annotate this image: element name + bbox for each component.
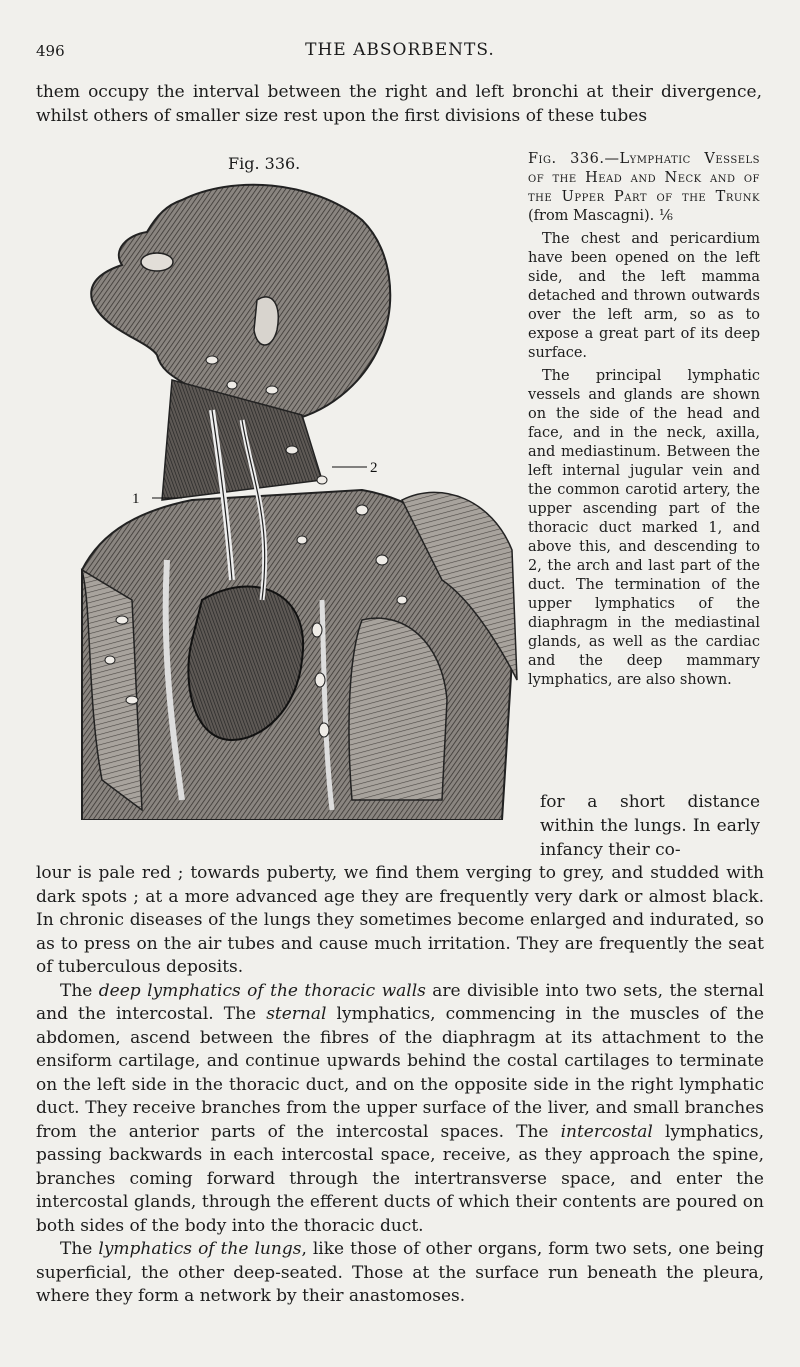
figure-marker-2: 2	[370, 460, 378, 476]
body-paragraph-2	[36, 980, 764, 1239]
body-paragraph-1: lour is pale red ; towards puberty, we find them verging to grey, and studded with dark spots ; at a more advanced age they are frequently very dark or almost black. In chronic diseases of the lungs they sometimes become enlarged and indurated, so as to press on the air tubes and cause much irritation. They are frequently the seat of tuberculous deposits.	[36, 863, 764, 977]
figure-label: Fig. 336.	[228, 154, 301, 173]
text-run: , like those of other organs, form two sets, one being superficial, the other deep-seated. Those at the surface run beneath the pleura, where they form a network by their anastomoses.	[36, 1239, 764, 1306]
italic-run: sternal	[266, 1004, 327, 1024]
caption-paragraph-2: The principal lymphatic vessels and glands are shown on the side of the head and face, and in the neck, axilla, and mediastinum. Between the left internal jugular vein and the common carotid artery, the upper ascending part of the thoracic duct marked 1, and above this, and descending to 2, the arch and last part of the duct. The termination of the upper lymphatics of the diaphragm in the mediastinal glands, as well as the cardiac and the deep mammary lymphatics, are also shown.	[528, 368, 760, 688]
text-run: The	[60, 1239, 99, 1259]
text-run: lymphatics, passing backwards in each intercostal space, receive, as they approach the spine, branches coming forward through the intertransverse space, and enter the intercostal glands, through the efferent ducts of which their contents are poured on both sides of the body into the thoracic duct.	[36, 1121, 765, 1236]
running-title: THE ABSORBENTS.	[305, 40, 495, 60]
figure-marker-1: 1	[132, 491, 140, 507]
figure-caption	[528, 150, 760, 690]
caption-scale: ⅙	[658, 208, 673, 224]
lymphatic-engraving	[62, 180, 522, 820]
italic-run: deep lymphatics of the thoracic walls	[98, 980, 426, 1001]
text-run: lymphatics, commencing in the muscles of the abdomen, ascend between the fibres of the diaphragm at its attachment to the ensiform cartilage, and continue upwards behind the costal cartilages to terminate on the left side in the thoracic duct, and on the opposite side in the right lymphatic duct. They receive branches from the upper surface of the liver, and small branches from the anterior parts of the intercostal spaces. The	[36, 1004, 765, 1142]
body-text	[36, 862, 764, 1309]
text-run: The	[60, 980, 99, 1001]
italic-run: lymphatics of the lungs	[98, 1239, 302, 1259]
caption-source: (from Mascagni).	[528, 208, 655, 224]
side-text: for a short distance within the lungs. In early infancy their co-	[540, 792, 760, 860]
text-run: are divisible into two sets, the sternal and the intercostal. The	[36, 980, 764, 1024]
page-number: 496	[36, 42, 65, 60]
page-header	[36, 34, 764, 64]
caption-paragraph-1: The chest and pericardium have been opened on the left side, and the left mamma detached and thrown outwards over the left arm, so as to expose a great part of its deep surface.	[528, 231, 760, 361]
italic-run: intercostal	[560, 1121, 653, 1142]
intro-paragraph: them occupy the interval between the right and left bronchi at their divergence, whilst others of smaller size rest upon the first divisions of these tubes	[36, 82, 762, 126]
body-paragraph-3	[36, 1238, 764, 1309]
anatomical-illustration	[62, 180, 522, 820]
caption-title: Fig. 336.—Lymphatic Vessels of the Head and Neck and of the Upper Part of the Trunk	[528, 151, 760, 205]
